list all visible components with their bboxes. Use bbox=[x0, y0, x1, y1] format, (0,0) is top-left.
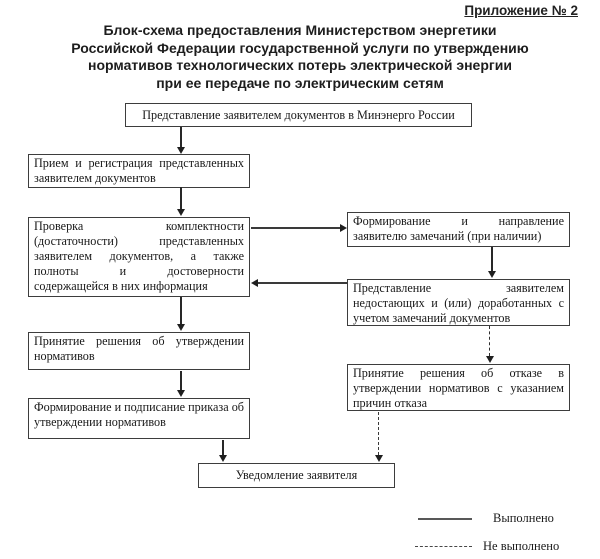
node-receive-register: Прием и регистрация представленных заявителем документов bbox=[28, 154, 250, 188]
legend-done-label: Выполнено bbox=[493, 511, 554, 525]
node-check-completeness: Проверка комплектности (достаточности) представленных заявителем документов, а также полноты и достоверности содержащейся в них информация bbox=[28, 217, 250, 297]
title-line: при ее передаче по электрическим сетям bbox=[156, 74, 444, 91]
node-approve-decision: Принятие решения об утверждении нормативов bbox=[28, 332, 250, 370]
legend-not-done-label: Не выполнено bbox=[483, 539, 560, 553]
arrow-check-to-remarks-line bbox=[251, 227, 341, 229]
title-line: нормативов технологических потерь электрической энергии bbox=[88, 57, 512, 73]
arrow-approve-to-order-line bbox=[180, 371, 182, 390]
arrow-check-to-approve-head bbox=[177, 324, 185, 331]
arrow-remarks-to-missing-head bbox=[488, 271, 496, 278]
node-submit-missing: Представление заявителем недостающих и (или) доработанных с учетом замечаний документов bbox=[347, 279, 570, 326]
arrow-order-to-notify-head bbox=[219, 455, 227, 462]
legend-dashed-line bbox=[415, 546, 472, 547]
annex-label: Приложение № 2 bbox=[464, 3, 578, 18]
node-notify-applicant: Уведомление заявителя bbox=[198, 463, 395, 488]
arrow-order-to-notify-line bbox=[222, 440, 224, 455]
arrow-check-to-approve-line bbox=[180, 297, 182, 324]
node-form-remarks: Формирование и направление заявителю замечаний (при наличии) bbox=[347, 212, 570, 247]
arrow-submit-to-receive-line bbox=[180, 127, 182, 148]
arrow-refuse-to-notify-dashed-line bbox=[378, 412, 379, 455]
arrow-refuse-to-notify-head bbox=[375, 455, 383, 462]
title-line: Блок-схема предоставления Министерством энергетики bbox=[103, 22, 497, 38]
arrow-receive-to-check-line bbox=[180, 187, 182, 210]
legend-solid-line bbox=[418, 518, 472, 520]
arrow-check-to-remarks-head bbox=[340, 224, 347, 232]
arrow-submit-to-receive-head bbox=[177, 147, 185, 154]
arrow-missing-to-check-line bbox=[258, 282, 347, 284]
arrow-receive-to-check-head bbox=[177, 209, 185, 216]
arrow-missing-to-refuse-dashed-line bbox=[489, 326, 490, 356]
arrow-remarks-to-missing-line bbox=[491, 247, 493, 272]
title-line: Российской Федерации государственной услуги по утверждению bbox=[71, 39, 529, 56]
arrow-approve-to-order-head bbox=[177, 390, 185, 397]
arrow-missing-to-refuse-head bbox=[486, 356, 494, 363]
node-sign-order: Формирование и подписание приказа об утверждении нормативов bbox=[28, 398, 250, 439]
page-title bbox=[0, 22, 600, 92]
node-refuse-decision: Принятие решения об отказе в утверждении нормативов с указанием причин отказа bbox=[347, 364, 570, 411]
node-submit-documents: Представление заявителем документов в Минэнерго России bbox=[125, 103, 472, 127]
arrow-missing-to-check-head bbox=[251, 279, 258, 287]
